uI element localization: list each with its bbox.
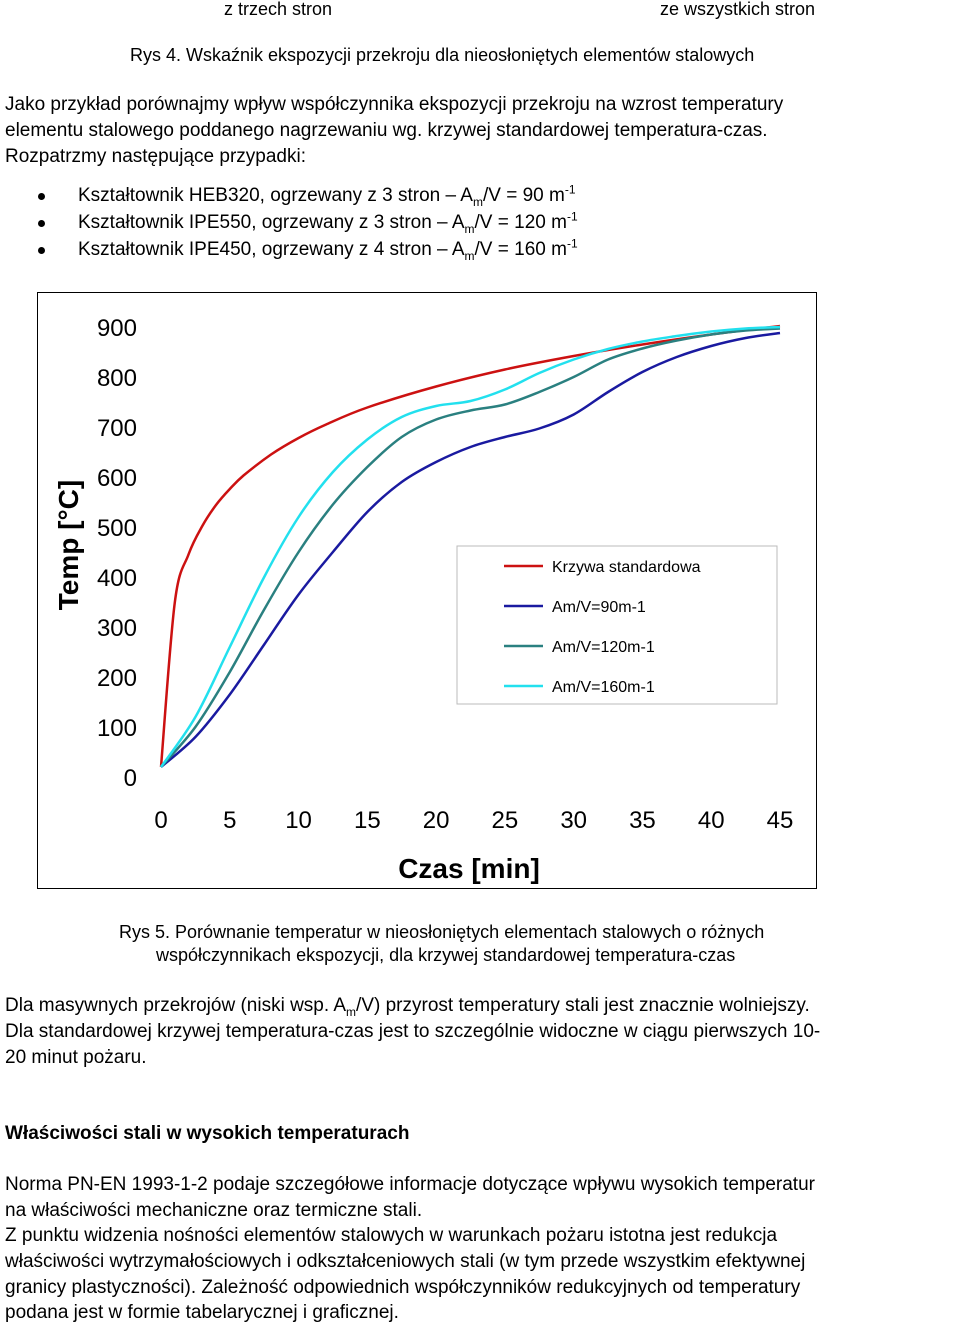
temperature-chart — [37, 292, 817, 889]
x-tick-label: 10 — [285, 807, 312, 834]
label-all-sides: ze wszystkich stron — [660, 0, 816, 19]
y-tick-label: 200 — [96, 665, 137, 692]
y-tick-label: 600 — [96, 465, 137, 492]
norma-para-line-1: Norma PN-EN 1993-1-2 podaje szczegółowe informacje dotyczące wpływu wysokich temperatur — [5, 1174, 815, 1195]
punkt-para-line-3: granicy plastyczności). Zależność odpowiednich współczynników redukcyjnych od temperatury — [5, 1277, 801, 1298]
x-axis-title: Czas [min] — [398, 853, 540, 884]
x-tick-label: 0 — [154, 807, 168, 834]
label-three-sides: z trzech stron — [224, 0, 333, 19]
y-tick-label: 0 — [123, 765, 137, 792]
legend-label: Am/V=160m-1 — [552, 679, 655, 696]
x-tick-label: 20 — [422, 807, 450, 834]
x-tick-label: 35 — [629, 807, 656, 834]
y-tick-label: 700 — [96, 415, 137, 442]
punkt-para-line-1: Z punktu widzenia nośności elementów stalowych w warunkach pożaru istotna jest redukcja — [5, 1225, 778, 1246]
x-tick-label: 45 — [766, 807, 794, 834]
y-tick-label: 100 — [96, 715, 137, 742]
norma-para-line-2: na właściwości mechaniczne oraz termiczne stali. — [5, 1200, 423, 1221]
case-item: Kształtownik IPE550, ogrzewany z 3 stron – $A_m/V = 120$ $m^{-1}$ — [78, 209, 578, 236]
legend-label: Krzywa standardowa — [552, 559, 701, 576]
x-tick-label: 30 — [560, 807, 588, 834]
y-tick-label: 900 — [96, 315, 137, 342]
y-tick-label: 800 — [96, 365, 137, 392]
case-item: Kształtownik HEB320, ogrzewany z 3 stron – $A_m/V = 90$ $m^{-1}$ — [78, 182, 576, 209]
intro-line-3: Rozpatrzmy następujące przypadki: — [5, 146, 306, 167]
y-tick-label: 500 — [96, 515, 137, 542]
figure-5-caption-line-1: Rys 5. Porównanie temperatur w nieosłoniętych elementach stalowych o różnych — [119, 922, 765, 942]
x-tick-label: 25 — [491, 807, 519, 834]
bullet-icon — [38, 247, 45, 254]
punkt-para-line-2: właściwości wytrzymałościowych i odkształceniowych stali (w tym przede wszystkim efektywnej — [5, 1251, 806, 1272]
y-axis-title: Temp [°C] — [53, 479, 84, 611]
x-tick-label: 15 — [353, 807, 381, 834]
figure-4-caption: Rys 4. Wskaźnik ekspozycji przekroju dla nieosłoniętych elementów stalowych — [130, 45, 755, 65]
punkt-para-line-4: podana jest w formie tabelarycznej i graficznej. — [5, 1302, 399, 1323]
massive-para-line-1: Dla masywnych przekrojów (niski wsp. $A_m/V$) przyrost temperatury stali jest znacznie wolniejszy. — [5, 995, 810, 1019]
chart-svg — [38, 293, 818, 890]
x-tick-labels — [154, 807, 793, 834]
massive-para-line-3: 20 minut pożaru. — [5, 1047, 147, 1068]
section-heading: Właściwości stali w wysokich temperaturach — [5, 1123, 410, 1144]
legend-label: Am/V=90m-1 — [552, 599, 646, 616]
legend-label: Am/V=120m-1 — [552, 639, 655, 656]
x-tick-label: 40 — [697, 807, 725, 834]
intro-line-1: Jako przykład porównajmy wpływ współczynnika ekspozycji przekroju na wzrost temperatury — [5, 94, 784, 115]
y-tick-label: 400 — [96, 565, 137, 592]
y-tick-label: 300 — [96, 615, 137, 642]
case-item: Kształtownik IPE450, ogrzewany z 4 stron – $A_m/V = 160$ $m^{-1}$ — [78, 236, 578, 263]
y-tick-labels — [97, 315, 137, 792]
figure-5-caption-line-2: współczynnikach ekspozycji, dla krzywej standardowej temperatura-czas — [156, 945, 736, 965]
bullet-icon — [38, 193, 45, 200]
bullet-icon — [38, 220, 45, 227]
x-tick-label: 5 — [223, 807, 237, 834]
chart-legend — [457, 546, 777, 704]
massive-para-line-2: Dla standardowej krzywej temperatura-czas jest to szczególnie widoczne w ciągu pierwszych 10- — [5, 1021, 821, 1042]
intro-line-2: elementu stalowego poddanego nagrzewaniu wg. krzywej standardowej temperatura-czas. — [5, 120, 768, 141]
